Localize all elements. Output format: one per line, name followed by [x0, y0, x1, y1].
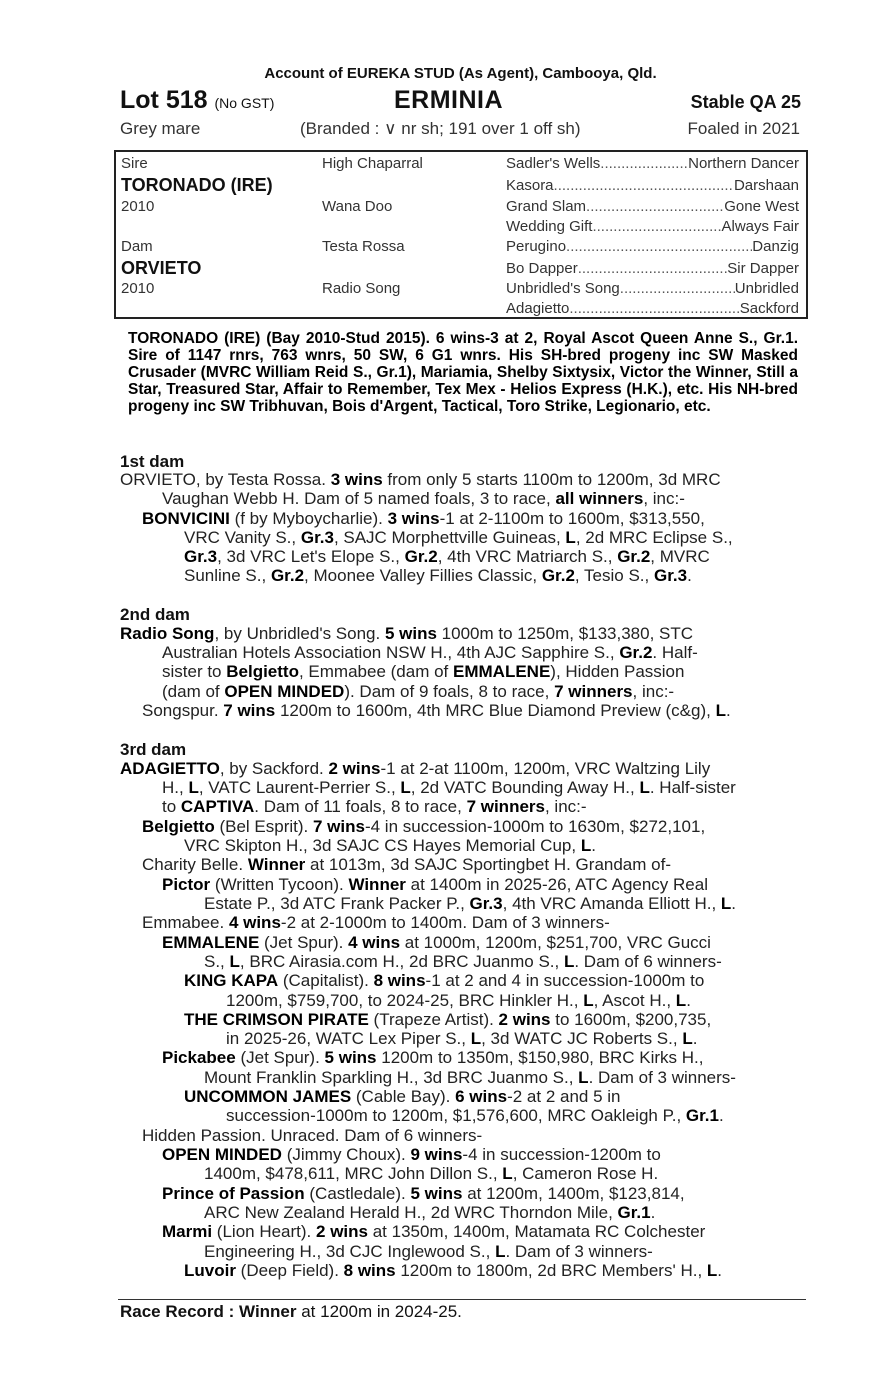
emphasis-text: Belgietto [142, 817, 215, 836]
divider [118, 1299, 806, 1300]
plain-text: succession-1000m to 1200m, $1,576,600, MRC Oakleigh P., [226, 1106, 686, 1125]
race-record [120, 1302, 462, 1322]
emphasis-text: L [495, 1242, 506, 1261]
emphasis-text: 7 wins [223, 701, 276, 720]
ancestor-left: Perugino [506, 238, 567, 255]
emphasis-text: Gr.3 [184, 547, 218, 566]
emphasis-text: THE CRIMSON PIRATE [184, 1010, 369, 1029]
family-line [184, 1087, 621, 1106]
family-line [204, 1068, 736, 1087]
emphasis-text: Gr.1 [685, 1106, 719, 1125]
emphasis-text: Gr.2 [617, 547, 651, 566]
family-line [142, 913, 610, 932]
plain-text: . Dam of 6 winners- [574, 952, 722, 971]
emphasis-text: ADAGIETTO [120, 759, 220, 778]
sire-sire: High Chaparral [322, 155, 423, 172]
emphasis-text: L [583, 991, 594, 1010]
plain-text: (Bel Esprit). [214, 817, 313, 836]
ancestor-right: Northern Dancer [688, 155, 799, 172]
ancestor-left: Grand Slam [506, 198, 587, 215]
plain-text: (Deep Field). [235, 1261, 344, 1280]
family-line [162, 797, 587, 816]
emphasis-text: all winners [555, 489, 644, 508]
plain-text: (Castledale). [304, 1184, 411, 1203]
emphasis-text: 9 wins [410, 1145, 463, 1164]
emphasis-text: Winner [348, 875, 406, 894]
plain-text: (Lion Heart). [212, 1222, 317, 1241]
ancestor-right: Sackford [739, 300, 799, 317]
family-line [204, 1203, 655, 1222]
plain-text: -4 in succession-1000m to 1630m, $272,101, [364, 817, 706, 836]
ancestor-line [506, 177, 799, 194]
family-line [142, 817, 705, 836]
plain-text: , MVRC [650, 547, 710, 566]
plain-text: , Emmabee (dam of [298, 662, 453, 681]
ancestor-line [506, 198, 799, 215]
plain-text: 1200m to 1800m, 2d BRC Members' H., [395, 1261, 707, 1280]
plain-text: . [717, 1261, 723, 1280]
family-line [120, 624, 693, 643]
plain-text: at 1400m in 2025-26, ATC Agency Real [405, 875, 708, 894]
plain-text: S., [204, 952, 230, 971]
ancestor-right: Danzig [752, 238, 799, 255]
emphasis-text: BONVICINI [142, 509, 230, 528]
dam-name: ORVIETO [121, 258, 202, 278]
family-line [142, 701, 731, 720]
account-line: Account of EUREKA STUD (As Agent), Cambooya, Qld. [264, 65, 657, 82]
plain-text: Estate P., 3d ATC Frank Packer P., [204, 894, 470, 913]
foaled-year: Foaled in 2021 [687, 119, 800, 138]
brand-description: (Branded : ∨ nr sh; 191 over 1 off sh) [300, 119, 581, 138]
family-line [162, 778, 736, 797]
family-line [204, 894, 736, 913]
ancestor-left: Adagietto [506, 300, 570, 317]
plain-text: Mount Franklin Sparkling H., 3d BRC Juanmo S., [204, 1068, 579, 1087]
family-line [162, 1184, 685, 1203]
plain-text: . Half- [652, 643, 698, 662]
emphasis-text: L [715, 701, 726, 720]
plain-text: to 1600m, $200,735, [550, 1010, 712, 1029]
plain-text: , VATC Laurent-Perrier S., [198, 778, 401, 797]
emphasis-text: 2 wins [328, 759, 381, 778]
emphasis-text: L [682, 1029, 693, 1048]
emphasis-text: Prince of Passion [162, 1184, 305, 1203]
emphasis-text: CAPTIVA [180, 797, 255, 816]
ancestor-line [506, 155, 799, 172]
plain-text: , 3d VRC Let's Elope S., [217, 547, 405, 566]
plain-text: ARC New Zealand Herald H., 2d WRC Thorndon Mile, [204, 1203, 618, 1222]
first-dam-heading: 1st dam [120, 452, 185, 471]
emphasis-text: 2 wins [498, 1010, 551, 1029]
emphasis-text: Winner [247, 855, 306, 874]
emphasis-text: 5 wins [384, 624, 437, 643]
plain-text: ORVIETO, by Testa Rossa. [120, 470, 331, 489]
emphasis-text: Gr.2 [619, 643, 653, 662]
sire-year: 2010 [121, 198, 155, 215]
race-record-label: Race Record : Winner [120, 1302, 297, 1321]
plain-text: Vaughan Webb H. Dam of 5 named foals, 3 to race, [162, 489, 556, 508]
plain-text: -1 at 2-1100m to 1600m, $313,550, [439, 509, 705, 528]
family-line [184, 1261, 722, 1280]
ancestor-line [506, 238, 799, 255]
plain-text: , Ascot H., [593, 991, 676, 1010]
emphasis-text: L [706, 1261, 718, 1280]
plain-text: , 4th VRC Amanda Elliott H., [502, 894, 721, 913]
horse-sex: Grey mare [120, 119, 201, 138]
plain-text: Australian Hotels Association NSW H., 4th AJC Sapphire S., [162, 643, 620, 662]
ancestor-left: Sadler's Wells [506, 155, 601, 172]
family-line [142, 509, 705, 528]
plain-text: ), Hidden Passion [550, 662, 685, 681]
plain-text: . [731, 894, 737, 913]
plain-text: in 2025-26, WATC Lex Piper S., [226, 1029, 471, 1048]
ancestor-left: Unbridled's Song [506, 280, 620, 297]
plain-text: Emmabee. [142, 913, 229, 932]
emphasis-text: 8 wins [343, 1261, 396, 1280]
plain-text: . [718, 1106, 724, 1125]
plain-text: Sunline S., [184, 566, 271, 585]
plain-text: -2 at 2 and 5 in [507, 1087, 621, 1106]
plain-text: -1 at 2 and 4 in succession-1000m to [425, 971, 705, 990]
dam-sire: Testa Rossa [322, 238, 405, 255]
plain-text: (Trapeze Artist). [368, 1010, 499, 1029]
plain-text: Hidden Passion. Unraced. Dam of 6 winners- [142, 1126, 483, 1145]
ancestor-left: Bo Dapper [506, 260, 578, 277]
emphasis-text: 5 wins [324, 1048, 377, 1067]
emphasis-text: Gr.2 [270, 566, 305, 585]
plain-text: at 1000m, 1200m, $251,700, VRC Gucci [400, 933, 711, 952]
plain-text: H., [162, 778, 189, 797]
ancestor-right: Unbridled [734, 280, 799, 297]
emphasis-text: 8 wins [373, 971, 426, 990]
lot-label: Lot 518 [120, 86, 208, 114]
plain-text: , by Unbridled's Song. [214, 624, 385, 643]
emphasis-text: KING KAPA [184, 971, 279, 990]
ancestor-right: Always Fair [721, 218, 799, 235]
family-line [184, 547, 710, 566]
plain-text: , inc:- [643, 489, 685, 508]
plain-text: . [686, 991, 691, 1010]
emphasis-text: 2 wins [316, 1222, 368, 1241]
dam-year: 2010 [121, 280, 155, 297]
emphasis-text: 4 wins [228, 913, 281, 932]
family-line [184, 836, 596, 855]
plain-text: 1200m, $759,700, to 2024-25, BRC Hinkler H., [226, 991, 584, 1010]
sire-label: Sire [121, 155, 148, 172]
plain-text: Engineering H., 3d CJC Inglewood S., [204, 1242, 496, 1261]
family-line [162, 1222, 705, 1241]
gst-note: (No GST) [214, 95, 275, 111]
emphasis-text: OPEN MINDED [162, 1145, 282, 1164]
emphasis-text: EMMALENE [453, 662, 551, 681]
plain-text: . Dam of 3 winners- [505, 1242, 653, 1261]
family-line [162, 1145, 661, 1164]
plain-text: (f by Myboycharlie). [229, 509, 388, 528]
plain-text: , SAJC Morphettville Guineas, [333, 528, 566, 547]
family-line [120, 470, 721, 489]
emphasis-text: Gr.3 [653, 566, 688, 585]
plain-text: at 1200m, 1400m, $123,814, [462, 1184, 685, 1203]
family-line [162, 662, 684, 681]
plain-text: (Written Tycoon). [210, 875, 349, 894]
family-line [162, 875, 708, 894]
family-line [162, 933, 711, 952]
ancestor-line [506, 280, 799, 297]
emphasis-text: L [502, 1164, 513, 1183]
plain-text: from only 5 starts 1100m to 1200m, 3d MRC [382, 470, 721, 489]
plain-text: -4 in succession-1200m to [462, 1145, 661, 1164]
emphasis-text: Radio Song [120, 624, 215, 643]
emphasis-text: 6 wins [455, 1087, 508, 1106]
plain-text: 1400m, $478,611, MRC John Dillon S., [204, 1164, 503, 1183]
emphasis-text: 7 winners [554, 682, 633, 701]
emphasis-text: 4 wins [348, 933, 401, 952]
plain-text: , 2d MRC Eclipse S., [575, 528, 733, 547]
ancestor-right: Gone West [724, 198, 799, 215]
plain-text: . [725, 701, 731, 720]
emphasis-text: Pickabee [162, 1048, 236, 1067]
plain-text: -1 at 2-at 1100m, 1200m, VRC Waltzing Lily [380, 759, 711, 778]
horse-name: ERMINIA [394, 86, 504, 114]
family-line [184, 1010, 711, 1029]
plain-text: 1200m to 1350m, $150,980, BRC Kirks H., [376, 1048, 704, 1067]
plain-text: , inc:- [544, 797, 587, 816]
plain-text: , 2d VATC Bounding Away H., [410, 778, 640, 797]
plain-text: . Dam of 11 foals, 8 to race, [254, 797, 467, 816]
plain-text: (Cable Bay). [351, 1087, 456, 1106]
plain-text: (Jet Spur). [235, 1048, 325, 1067]
emphasis-text: UNCOMMON JAMES [184, 1087, 352, 1106]
plain-text: , by Sackford. [219, 759, 329, 778]
plain-text: , 3d WATC JC Roberts S., [481, 1029, 683, 1048]
family-line [226, 1029, 697, 1048]
plain-text: to [162, 797, 181, 816]
emphasis-text: Marmi [162, 1222, 213, 1241]
family-line [162, 643, 698, 662]
emphasis-text: 7 winners [466, 797, 545, 816]
race-record-text: at 1200m in 2024-25. [296, 1302, 462, 1321]
family-line [142, 855, 671, 874]
ancestor-line [506, 300, 799, 317]
plain-text: -2 at 2-1000m to 1400m. Dam of 3 winners- [280, 913, 610, 932]
family-line [226, 991, 691, 1010]
plain-text: 1000m to 1250m, $133,380, STC [436, 624, 694, 643]
plain-text: Songspur. [142, 701, 224, 720]
emphasis-text: Luvoir [184, 1261, 236, 1280]
emphasis-text: L [470, 1029, 482, 1048]
third-dam-heading: 3rd dam [120, 740, 187, 759]
plain-text: , Cameron Rose H. [512, 1164, 659, 1183]
ancestor-left: Wedding Gift [506, 218, 593, 235]
emphasis-text: 3 wins [330, 470, 383, 489]
pedigree-table [114, 150, 808, 319]
emphasis-text: L [720, 894, 732, 913]
emphasis-text: 7 wins [312, 817, 365, 836]
plain-text: . [687, 566, 692, 585]
second-dam-heading: 2nd dam [120, 605, 190, 624]
emphasis-text: L [400, 778, 411, 797]
plain-text: 1200m to 1600m, 4th MRC Blue Diamond Preview (c&g), [275, 701, 716, 720]
emphasis-text: L [565, 528, 576, 547]
emphasis-text: L [563, 952, 575, 971]
stable-number: Stable QA 25 [690, 92, 801, 112]
plain-text: , inc:- [632, 682, 675, 701]
emphasis-text: OPEN MINDED [224, 682, 345, 701]
emphasis-text: Pictor [162, 875, 211, 894]
family-line [184, 566, 692, 585]
plain-text: , Tesio S., [574, 566, 654, 585]
plain-text: VRC Vanity S., [184, 528, 301, 547]
plain-text: at 1350m, 1400m, Matamata RC Colchester [367, 1222, 706, 1241]
plain-text: , Moonee Valley Fillies Classic, [304, 566, 542, 585]
dam-dam: Radio Song [322, 280, 401, 297]
plain-text: , BRC Airasia.com H., 2d BRC Juanmo S., [239, 952, 564, 971]
plain-text: , 4th VRC Matriarch S., [437, 547, 618, 566]
family-line [184, 528, 733, 547]
plain-text: . [650, 1203, 656, 1222]
emphasis-text: L [580, 836, 592, 855]
emphasis-text: L [188, 778, 199, 797]
ancestor-right: Sir Dapper [727, 260, 799, 277]
family-line [120, 759, 710, 778]
emphasis-text: L [639, 778, 650, 797]
family-line [162, 1048, 703, 1067]
emphasis-text: Gr.2 [541, 566, 575, 585]
plain-text: (Jimmy Choux). [281, 1145, 411, 1164]
emphasis-text: 3 wins [387, 509, 440, 528]
emphasis-text: 5 wins [410, 1184, 463, 1203]
plain-text: (dam of [162, 682, 225, 701]
family-line [162, 682, 674, 701]
sire-dam: Wana Doo [322, 198, 393, 215]
emphasis-text: L [578, 1068, 589, 1087]
family-line [162, 489, 685, 508]
ancestor-left: Kasora [506, 177, 554, 194]
family-line [204, 1164, 658, 1183]
emphasis-text: Gr.3 [469, 894, 503, 913]
ancestor-line [506, 260, 799, 277]
plain-text: . Half-sister [649, 778, 736, 797]
plain-text: (Jet Spur). [259, 933, 349, 952]
ancestor-line [506, 218, 799, 235]
dam-label: Dam [121, 238, 153, 255]
plain-text: VRC Skipton H., 3d SAJC CS Hayes Memorial Cup, [184, 836, 581, 855]
sire-summary: TORONADO (IRE) (Bay 2010-Stud 2015). 6 wins-3 at 2, Royal Ascot Queen Anne S., Gr.1. Sire of 1147 rnrs, 763 wnrs, 50 SW, 6 G1 wnrs. His SH-bred progeny inc SW Masked Crusader (MVRC William Reid S., Gr.1), Mariamia, Shelby Sixtysix, Victor the Winner, Still a Star, Treasured Star, Affair to Remember, Tex Mex - Helios Express (H.K.), etc. His NH-bred progeny inc SW Tribhuvan, Bois d'Argent, Tactical, Toro Strike, Legionario, etc. [128, 330, 798, 415]
emphasis-text: Gr.1 [617, 1203, 651, 1222]
family-line [204, 952, 722, 971]
plain-text: at 1013m, 3d SAJC Sportingbet H. Grandam of- [305, 855, 671, 874]
lot-number [120, 86, 274, 115]
family-line [142, 1126, 482, 1145]
plain-text: . [591, 836, 596, 855]
emphasis-text: Gr.2 [404, 547, 438, 566]
family-line [184, 971, 704, 990]
family-line [204, 1242, 653, 1261]
plain-text: Charity Belle. [142, 855, 248, 874]
plain-text: sister to [162, 662, 227, 681]
emphasis-text: Gr.3 [300, 528, 334, 547]
ancestor-right: Darshaan [733, 177, 799, 194]
emphasis-text: L [675, 991, 687, 1010]
plain-text: . [692, 1029, 698, 1048]
emphasis-text: EMMALENE [162, 933, 260, 952]
plain-text: ). Dam of 9 foals, 8 to race, [344, 682, 555, 701]
family-line [226, 1106, 724, 1125]
emphasis-text: Belgietto [226, 662, 299, 681]
emphasis-text: L [229, 952, 240, 971]
plain-text: (Capitalist). [278, 971, 374, 990]
sire-name: TORONADO (IRE) [121, 175, 273, 195]
plain-text: . Dam of 3 winners- [588, 1068, 736, 1087]
